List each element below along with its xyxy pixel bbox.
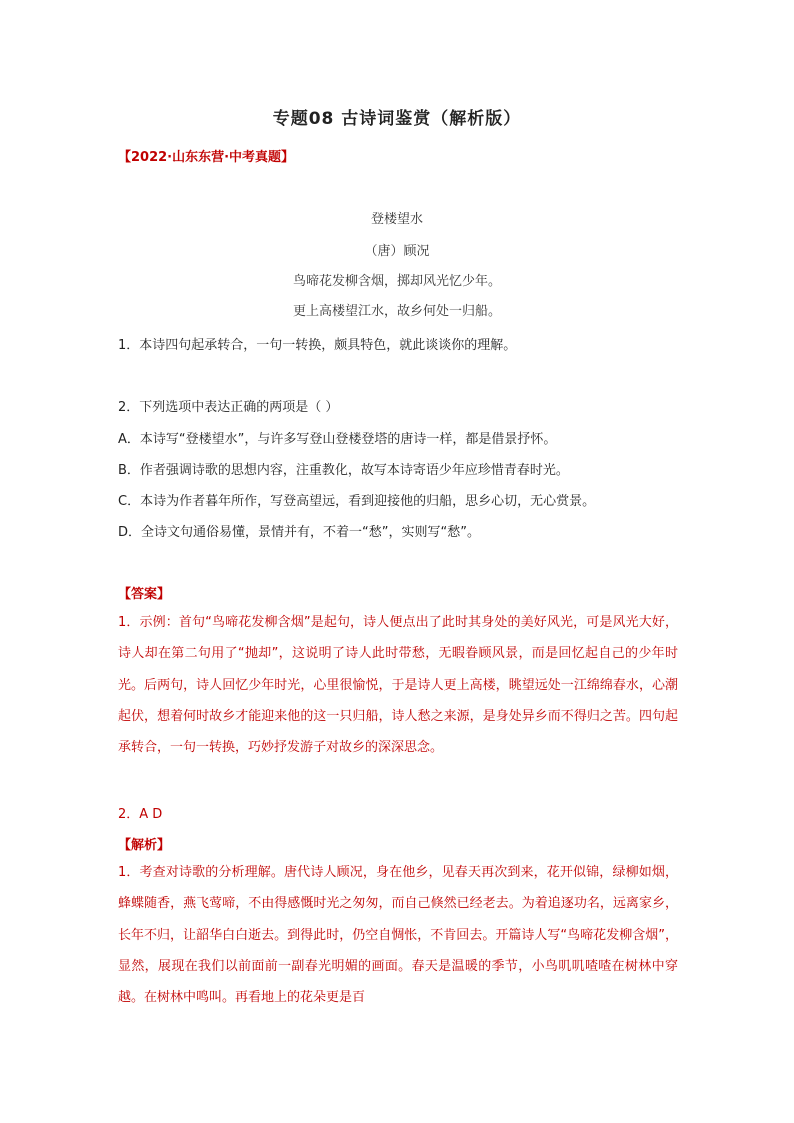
option-c: C．本诗为作者暮年所作，写登高望远，看到迎接他的归船，思乡心切，无心赏景。	[118, 494, 596, 509]
analysis-heading: 【解析】	[118, 838, 171, 853]
poem-line-1: 鸟啼花发柳含烟，掷却风光忆少年。	[292, 274, 501, 289]
source-tag: 【2022·山东东营·中考真题】	[118, 150, 295, 165]
poem-line-2: 更上高楼望江水，故乡何处一归船。	[292, 304, 501, 319]
option-b: B．作者强调诗歌的思想内容，注重教化，故写本诗寄语少年应珍惜青春时光。	[118, 463, 569, 478]
question-2: 2．下列选项中表达正确的两项是（ ）	[118, 400, 339, 415]
poem-title: 登楼望水	[370, 212, 423, 227]
question-1: 1．本诗四句起承转合，一句一转换，颇具特色，就此谈谈你的理解。	[118, 338, 517, 353]
answer-heading: 【答案】	[118, 587, 171, 602]
document-title: 专题08 古诗词鉴赏（解析版）	[272, 109, 522, 129]
answer-2-text: 2．A D	[118, 807, 163, 822]
poem-author: （唐）顾况	[364, 244, 430, 259]
answer-1-text: 1．示例：首句“鸟啼花发柳含烟”是起句，诗人便点出了此时其身处的美好风光，可是风光大好，诗人却在第二句用了“抛却”，这说明了诗人此时带愁，无暇眷顾风景，而是回忆起自己的少年时光。后两句，诗人回忆少年时光，心里很愉悦，于是诗人更上高楼，眺望远处一江绵绵春水，心潮起伏，想着何时故乡才能迎来他的这一只归船，诗人愁之来源，是身处异乡而不得归之苦。四句起承转合，一句一转换，巧妙抒发游子对故乡的深深思念。	[118, 615, 678, 756]
option-a: A．本诗写“登楼望水”，与许多写登山登楼登塔的唐诗一样，都是借景抒怀。	[118, 432, 557, 447]
analysis-text: 1．考查对诗歌的分析理解。唐代诗人顾况，身在他乡，见春天再次到来，花开似锦，绿柳如烟，蜂蝶随香，燕飞莺啼，不由得感慨时光之匆匆，而自己倏然已经老去。为着追逐功名，远离家乡，长年不归，让韶华白白逝去。到得此时，仍空自惆怅，不肯回去。开篇诗人写“鸟啼花发柳含烟”，显然，展现在我们以前面前一副春光明媚的画面。春天是温暖的季节，小鸟叽叽喳喳在树林中穿越。在树林中鸣叫。再看地上的花朵更是百	[118, 865, 678, 1006]
option-d: D．全诗文句通俗易懂，景情并有，不着一“愁”，实则写“愁”。	[118, 525, 480, 540]
